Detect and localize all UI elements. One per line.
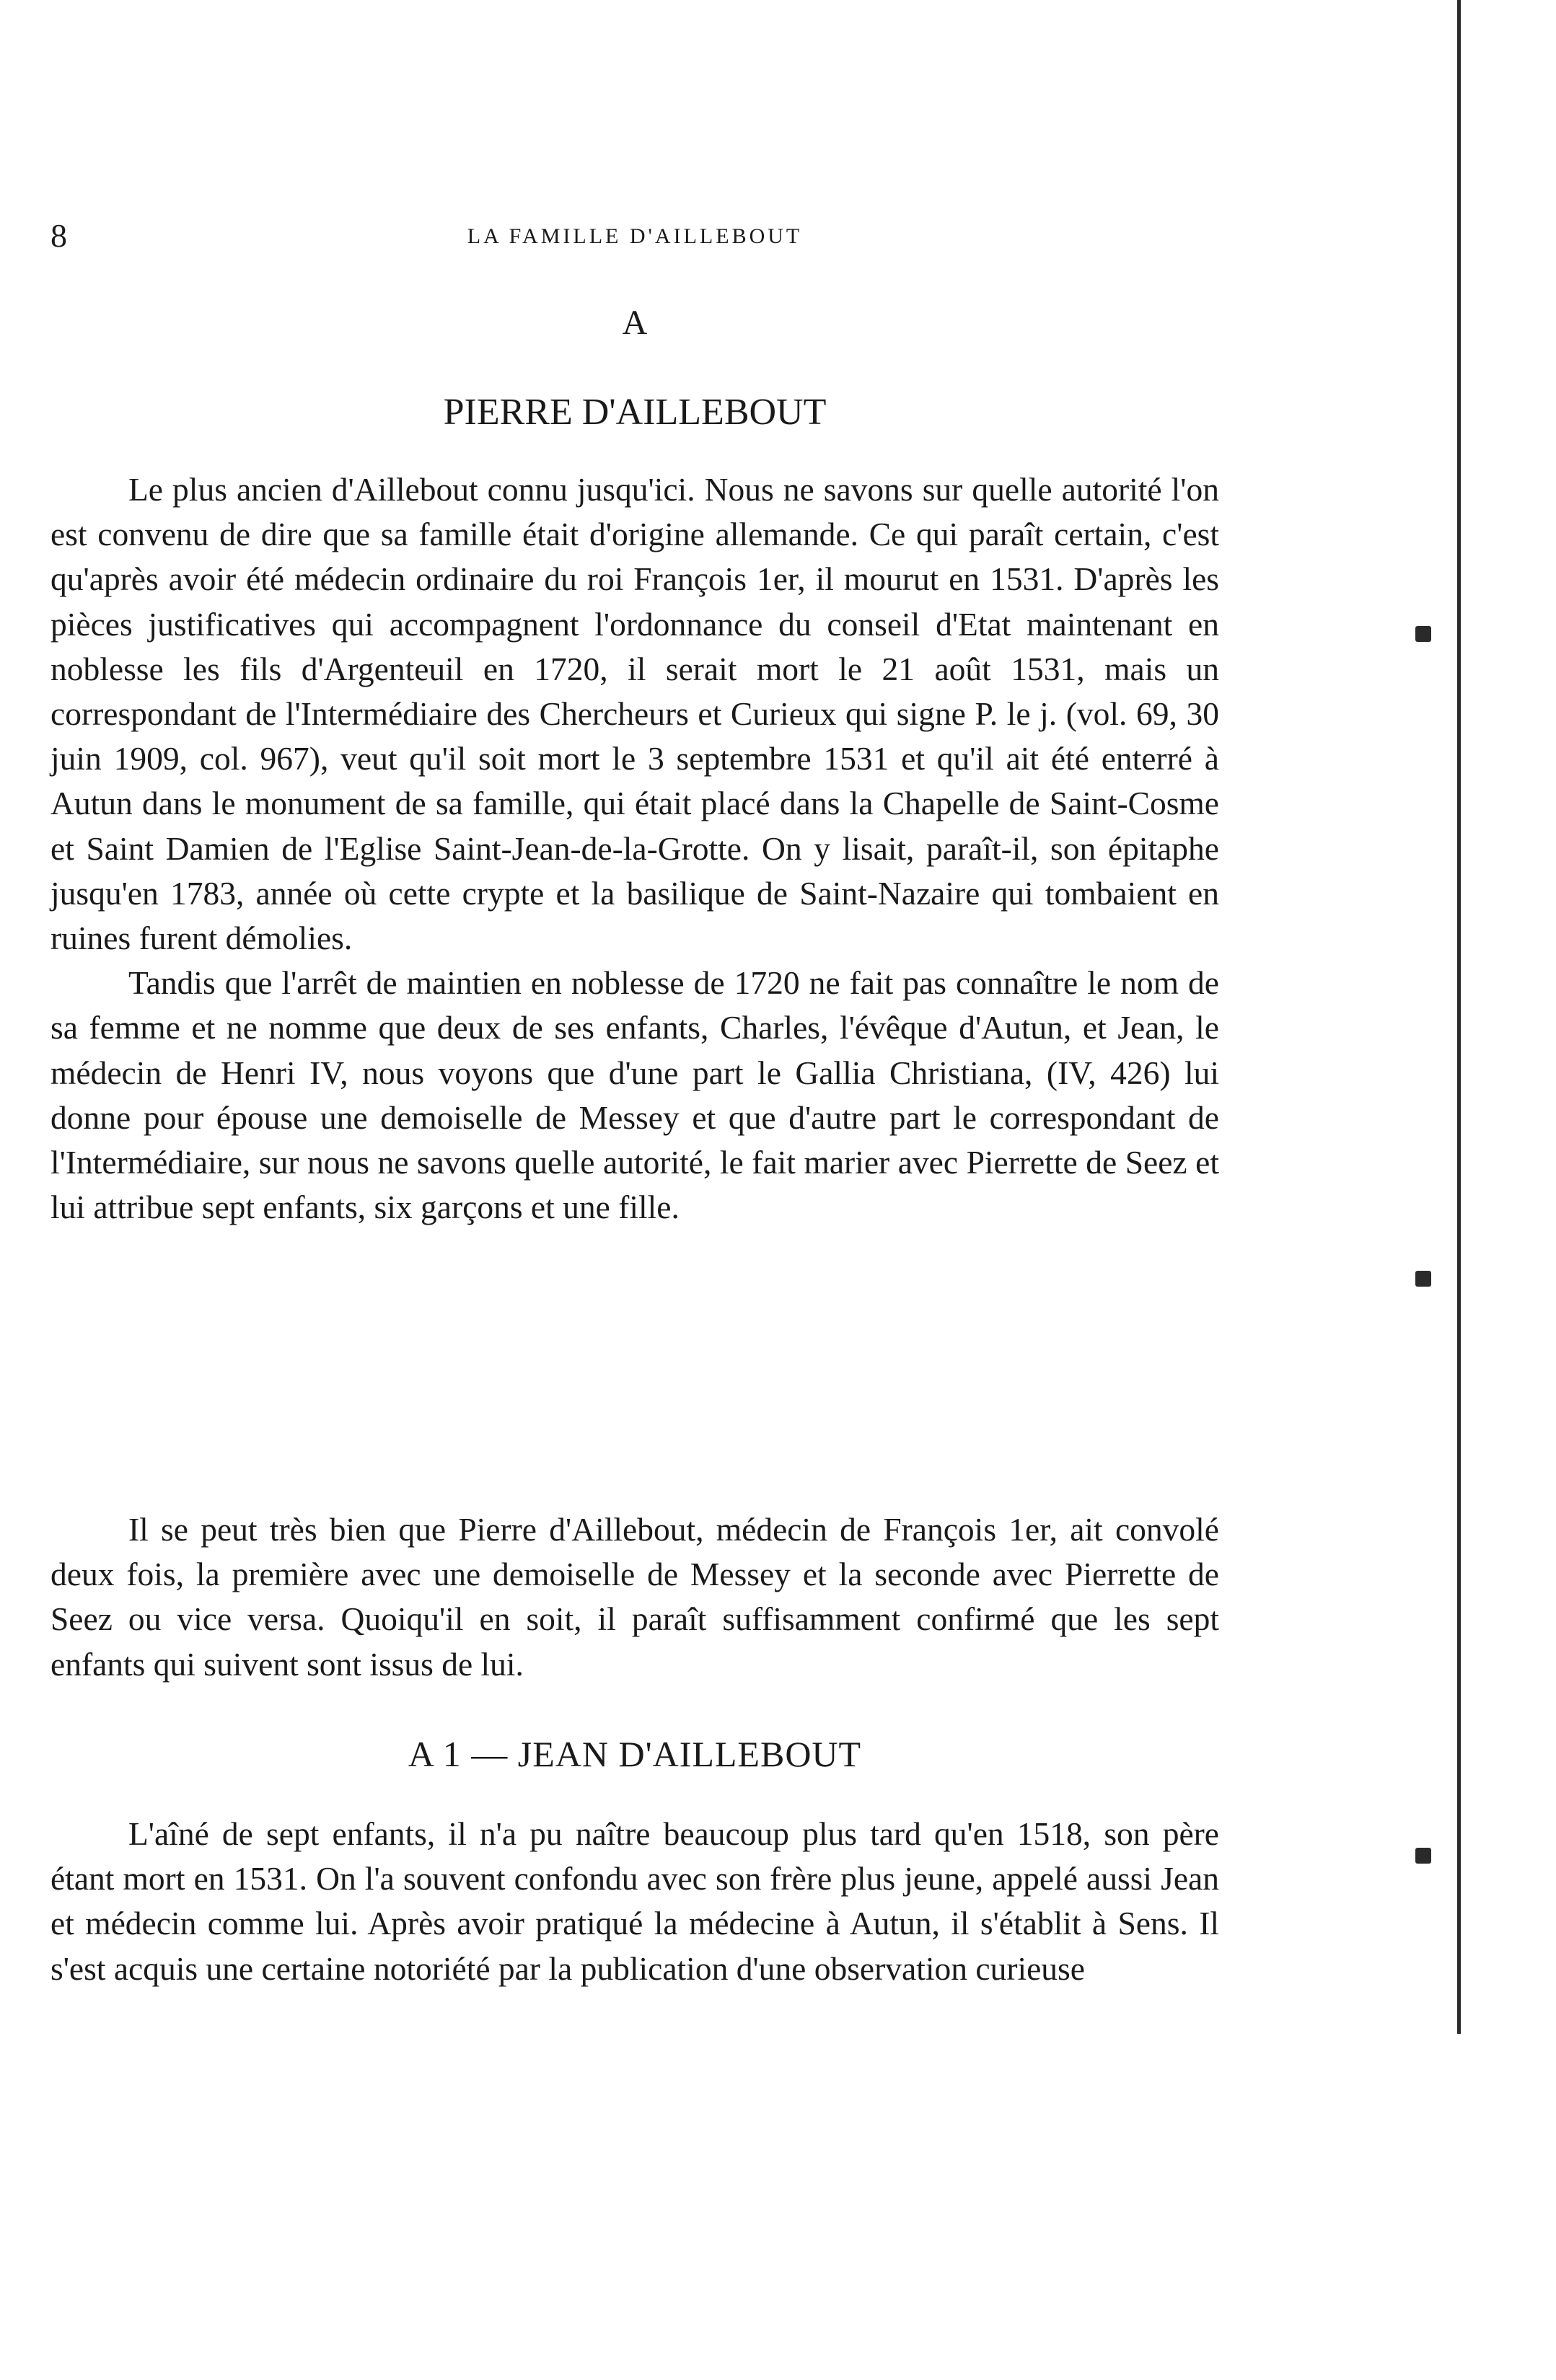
scan-margin-rule <box>1457 0 1461 2034</box>
scan-margin-mark <box>1415 626 1431 642</box>
book-page <box>50 0 1219 2380</box>
page-number: 8 <box>50 217 67 254</box>
paragraph: Tandis que l'arrêt de maintien en noblesse de 1720 ne fait pas connaître le nom de sa femme et ne nomme que deux de ses enfants, Charles, l'évêque d'Autun, et Jean, le médecin de Henri IV, nous voyons que d'une part le Gallia Christiana, (IV, 426) lui donne pour épouse une demoiselle de Messey et que d'autre part le correspondant de l'Intermédiaire, sur nous ne savons quelle autorité, le fait marier avec Pierrette de Seez et lui attribue sept enfants, six garçons et une fille. <box>50 964 1219 1226</box>
section-paragraphs-1 <box>50 467 1219 1230</box>
running-head <box>50 218 1219 254</box>
section-paragraphs-2 <box>50 1507 1219 1687</box>
paragraph: Il se peut très bien que Pierre d'Aillebout, médecin de François 1er, ait convolé deux fois, la première avec une demoiselle de Messey et la seconde avec Pierrette de Seez ou vice versa. Quoiqu'il en soit, il paraît suffisamment confirmé que les sept enfants qui suivent sont issus de lui. <box>50 1511 1219 1683</box>
subsection-title: A 1 — JEAN D'AILLEBOUT <box>408 1734 862 1774</box>
subsection-paragraphs <box>50 1812 1219 1991</box>
running-title: LA FAMILLE D'AILLEBOUT <box>467 224 803 248</box>
paragraph: Le plus ancien d'Aillebout connu jusqu'ici. Nous ne savons sur quelle autorité l'on est convenu de dire que sa famille était d'origine allemande. Ce qui paraît certain, c'est qu'après avoir été médecin ordinaire du roi François 1er, il mourut en 1531. D'après les pièces justificatives qui accompagnent l'ordonnance du conseil d'Etat maintenant en noblesse les fils d'Argenteuil en 1720, il serait mort le 21 août 1531, mais un correspondant de l'Intermédiaire des Chercheurs et Curieux qui signe P. le j. (vol. 69, 30 juin 1909, col. 967), veut qu'il soit mort le 3 septembre 1531 et qu'il ait été enterré à Autun dans le monument de sa famille, qui était placé dans la Chapelle de Saint-Cosme et Saint Damien de l'Eglise Saint-Jean-de-la-Grotte. On y lisait, paraît-il, son épitaphe jusqu'en 1783, année où cette crypte et la basilique de Saint-Nazaire qui tombaient en ruines furent démolies. <box>50 471 1219 957</box>
paragraph: L'aîné de sept enfants, il n'a pu naître beaucoup plus tard qu'en 1518, son père étant mort en 1531. On l'a souvent confondu avec son frère plus jeune, appelé aussi Jean et médecin comme lui. Après avoir pratiqué la médecine à Autun, il s'établit à Sens. Il s'est acquis une certaine notoriété par la publication d'une observation curieuse <box>50 1815 1219 1987</box>
scan-margin-mark <box>1415 1848 1431 1864</box>
scan-margin-mark <box>1415 1271 1431 1287</box>
section-title: PIERRE D'AILLEBOUT <box>443 392 827 433</box>
section-letter: A <box>622 304 648 342</box>
